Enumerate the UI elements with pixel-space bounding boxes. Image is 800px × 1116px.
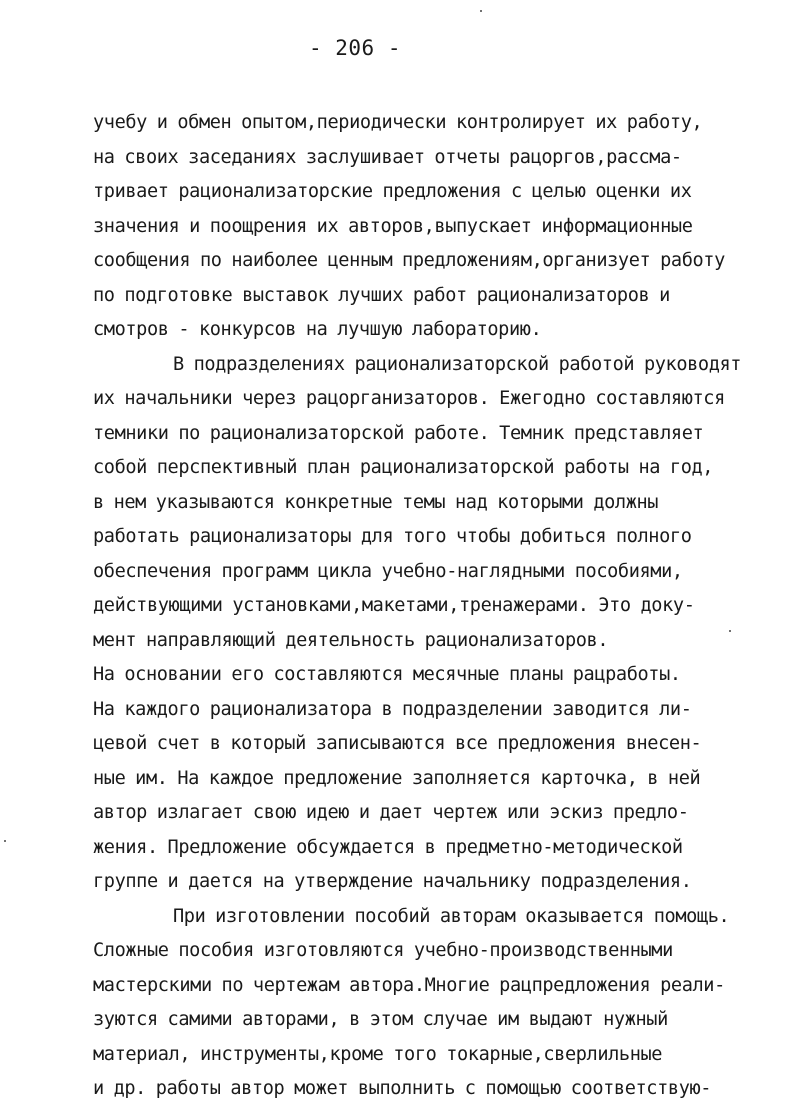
text-line: мастерскими по чертежам автора.Многие рацпредложения реали- xyxy=(93,974,725,996)
text-line: на своих заседаниях заслушивает отчеты рацоргов,рассма- xyxy=(93,146,682,168)
text-line: обеспечения программ цикла учебно-наглядными пособиями, xyxy=(93,560,683,582)
text-line: их начальники через рацорганизаторов. Ежегодно составляются xyxy=(93,388,725,409)
scan-speck xyxy=(4,840,6,842)
text-line: цевой счет в который записываются все предложения внесен- xyxy=(93,733,702,754)
text-line: и др. работы автор может выполнить с помощью соответствую- xyxy=(93,1078,712,1099)
text-line: группе и дается на утверждение начальнику подразделения. xyxy=(93,871,692,892)
text-line: собой перспективный план рационализаторской работы на год, xyxy=(93,457,714,478)
page-number: - 206 - xyxy=(308,36,401,60)
text-line: На каждого рационализатора в подразделении заводится ли- xyxy=(93,698,692,720)
text-line: в нем указываются конкретные темы над которыми должны xyxy=(93,491,659,513)
text-line: темники по рационализаторской работе. Темник представляет xyxy=(93,422,704,444)
text-line: мент направляющий деятельность рационализаторов. xyxy=(93,629,609,651)
text-line: работать рационализаторы для того чтобы добиться полного xyxy=(93,526,692,547)
text-line: автор излагает свою идею и дает чертеж или эскиз предло- xyxy=(93,802,689,823)
text-line: учебу и обмен опытом,периодически контролирует их работу, xyxy=(93,112,703,133)
body-text xyxy=(93,106,793,1107)
text-line: зуются самими авторами, в этом случае им выдают нужный xyxy=(93,1009,668,1030)
text-line: тривает рационализаторские предложения с целью оценки их xyxy=(93,181,692,202)
text-line: смотров - конкурсов на лучшую лабораторию. xyxy=(93,319,542,340)
text-line: по подготовке выставок лучших работ рационализаторов и xyxy=(93,284,670,306)
paragraph-start-line: При изготовлении пособий авторам оказывается помощь. xyxy=(173,905,730,927)
text-line: жения. Предложение обсуждается в предметно-методической xyxy=(93,836,683,858)
text-line: ные им. На каждое предложение заполняется карточка, в ней xyxy=(93,767,701,789)
text-line: значения и поощрения их авторов,выпускает информационные xyxy=(93,215,693,237)
scan-speck xyxy=(480,10,482,12)
text-line: действующими установками,макетами,тренажерами. Это доку- xyxy=(93,595,695,616)
text-line: На основании его составляются месячные планы рацработы. xyxy=(93,664,681,685)
scan-speck xyxy=(729,630,731,632)
text-line: Сложные пособия изготовляются учебно-производственными xyxy=(93,940,673,961)
text-line: материал, инструменты,кроме того токарные,сверлильные xyxy=(93,1043,663,1065)
paragraph-start-line: В подразделениях рационализаторской работой руководят xyxy=(173,353,742,375)
text-line: сообщения по наиболее ценным предложениям,организует работу xyxy=(93,250,725,271)
